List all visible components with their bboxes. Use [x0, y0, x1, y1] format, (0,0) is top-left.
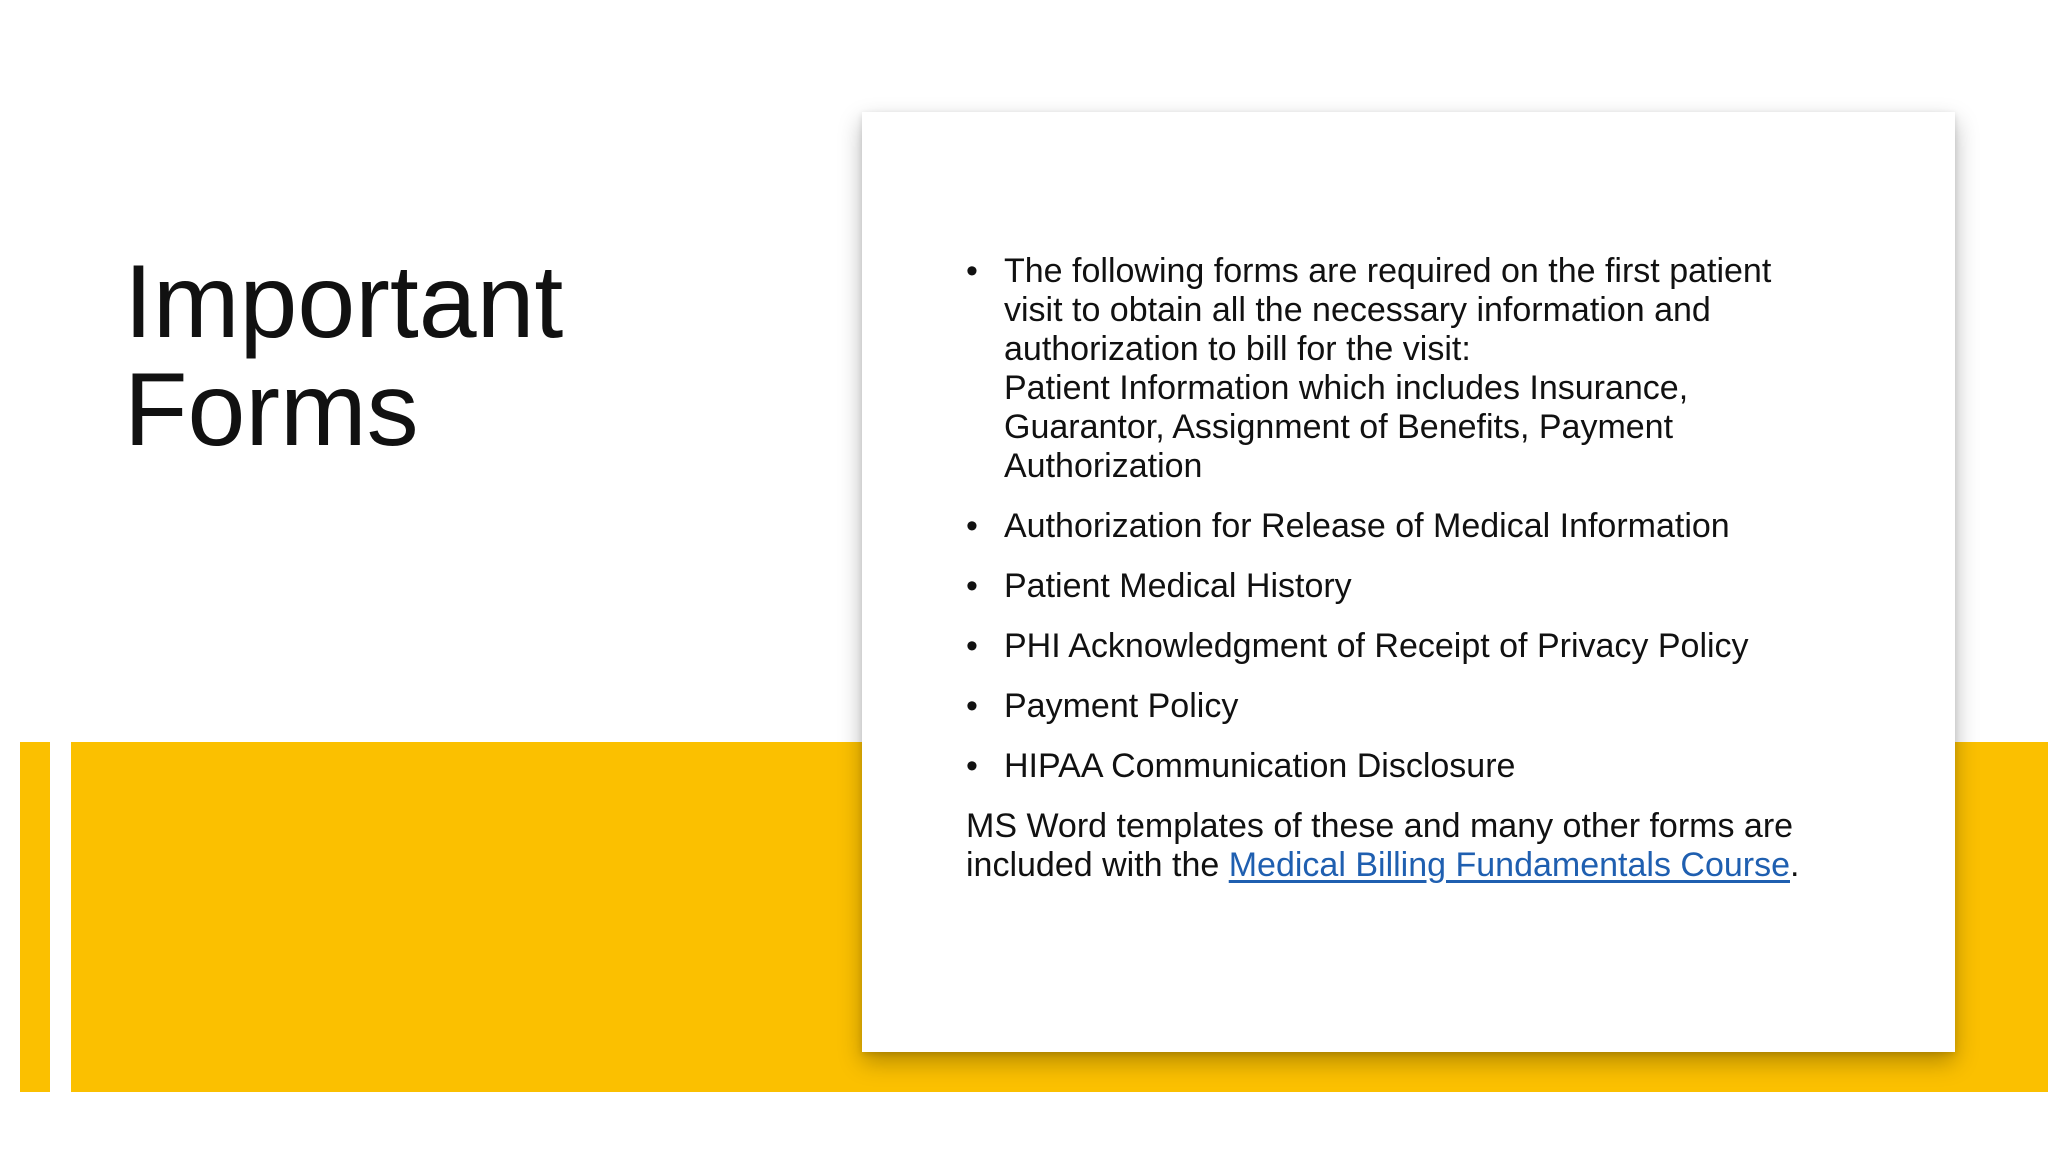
bullet-item: [966, 252, 1906, 486]
title-line: Important: [124, 244, 564, 360]
closing-paragraph: [966, 807, 1906, 885]
bullet-text: Authorization for Release of Medical Information: [1004, 507, 1730, 545]
bullet-text: Payment Policy: [1004, 687, 1239, 725]
bullet-item: [966, 747, 1906, 786]
bullet-text: Patient Medical History: [1004, 567, 1352, 605]
slide-title: [124, 244, 824, 468]
closing-prefix: included with the: [966, 846, 1229, 884]
bullet-line: Guarantor, Assignment of Benefits, Payment: [1004, 408, 1674, 446]
bullet-icon: •: [966, 687, 978, 725]
closing-suffix: .: [1790, 846, 1800, 884]
bullet-line: visit to obtain all the necessary information and: [1004, 291, 1711, 329]
bullet-line: authorization to bill for the visit:: [1004, 330, 1471, 368]
bullet-text: [1004, 252, 1906, 486]
bullet-item: [966, 627, 1906, 666]
bullet-item: [966, 507, 1906, 546]
course-link[interactable]: Medical Billing Fundamentals Course: [1228, 846, 1790, 884]
bullet-icon: •: [966, 627, 978, 665]
bullet-item: [966, 567, 1906, 606]
bullet-item: [966, 687, 1906, 726]
bullet-text: PHI Acknowledgment of Receipt of Privacy Policy: [1004, 627, 1749, 665]
bullet-icon: •: [966, 252, 978, 290]
bullet-line: The following forms are required on the first patient: [1004, 252, 1772, 290]
accent-stripe: [20, 742, 50, 1092]
content-card: [862, 112, 1955, 1052]
bullet-text: HIPAA Communication Disclosure: [1004, 747, 1516, 785]
bullet-line: Authorization: [1004, 447, 1203, 485]
bullet-icon: •: [966, 507, 978, 545]
title-line: Forms: [124, 352, 419, 468]
closing-line: MS Word templates of these and many other forms are: [966, 807, 1794, 845]
bullet-icon: •: [966, 747, 978, 785]
bullet-line: Patient Information which includes Insurance,: [1004, 369, 1689, 407]
bullet-list: [966, 252, 1906, 786]
bullet-icon: •: [966, 567, 978, 605]
content-body: [966, 252, 1906, 885]
